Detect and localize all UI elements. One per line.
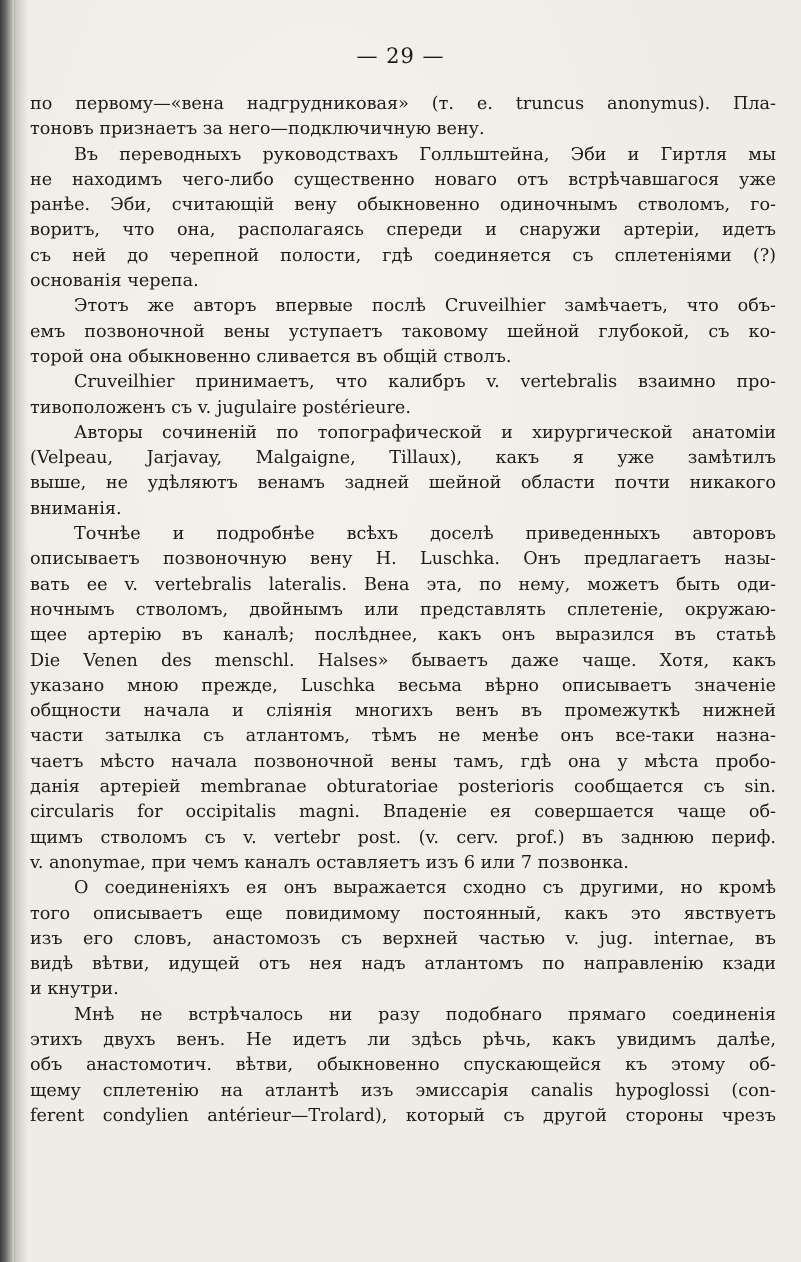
text-line: ранѣе. Эби, считающій вену обыкновенно одиночнымъ стволомъ, го-	[30, 195, 776, 216]
text-line: описываетъ позвоночную вену H. Luschka. Онъ предлагаетъ назы-	[30, 549, 776, 570]
text-line: объ анастомотич. вѣтви, обыкновенно спускающейся къ этому об-	[30, 1055, 776, 1076]
text-line: не находимъ чего-либо существенно новаго отъ встрѣчавшагося уже	[30, 169, 776, 190]
text-line: общности начала и слiянія многихъ венъ въ промежуткѣ нижней	[30, 701, 776, 722]
body-text	[30, 92, 776, 1129]
text-line: данія артеріей membranae obturatoriae posterioris сообщается съ sin.	[30, 777, 776, 798]
text-line: Въ переводныхъ руководствахъ Голльштейна, Эби и Гиртля мы	[74, 144, 776, 165]
text-line: О соединеніяхъ ея онъ выражается сходно съ другими, но кромѣ	[74, 878, 776, 899]
page-number: — 29 —	[356, 44, 445, 68]
text-line: указано мною прежде, Luschka весьма вѣрно описываетъ значеніе	[30, 675, 776, 696]
text-line: чаетъ мѣсто начала позвоночной вены тамъ, гдѣ она у мѣста пробо-	[30, 751, 776, 772]
text-line: этихъ двухъ венъ. Не идетъ ли здѣсь рѣчь, какъ увидимъ далѣе,	[30, 1029, 776, 1050]
text-line: вать ее v. vertebralis lateralis. Вена эта, по нему, можетъ быть оди-	[30, 574, 776, 595]
text-line: circularis for occipitalis magni. Впаденіе ея совершается чаще об-	[30, 802, 776, 823]
text-line: v. anonymae, при чемъ каналъ оставляетъ изъ 6 или 7 позвонка.	[30, 852, 629, 873]
text-line: Cruveilhier принимаетъ, что калибръ v. vertebralis взаимно про-	[74, 372, 776, 393]
text-line: ночнымъ стволомъ, двойнымъ или представлять сплетеніе, окружаю-	[30, 599, 776, 620]
text-line: торой она обыкновенно сливается въ общій стволъ.	[30, 346, 512, 367]
text-line: Точнѣе и подробнѣе всѣхъ доселѣ приведенныхъ авторовъ	[74, 524, 776, 545]
text-line: вниманія.	[30, 498, 122, 519]
text-line: щимъ стволомъ съ v. vertebr post. (v. cerv. prof.) въ заднюю периф.	[30, 827, 776, 848]
text-line: тивоположенъ съ v. jugulaire postérieure.	[30, 397, 411, 418]
text-line: Die Venen des menschl. Halses» бываетъ даже чаще. Хотя, какъ	[30, 650, 776, 671]
text-line: (Velpeau, Jarjavay, Malgaigne, Tillaux), какъ я уже замѣтилъ	[30, 448, 776, 469]
text-line: по первому—«вена надгрудниковая» (т. е. truncus anonymus). Пла-	[30, 94, 776, 114]
text-line: части затылка съ атлантомъ, тѣмъ не менѣе онъ все-таки назна-	[30, 726, 776, 747]
text-line: изъ его словъ, анастомозъ съ верхней частью v. jug. internae, въ	[30, 928, 776, 949]
text-line: щее артерію въ каналѣ; послѣднее, какъ онъ выразился въ статьѣ	[30, 625, 776, 646]
text-line: основанія черепа.	[30, 271, 199, 292]
text-line: видѣ вѣтви, идущей отъ нея надъ атлантомъ по направленію кзади	[30, 954, 776, 975]
text-line: емъ позвоночной вены уступаетъ таковому шейной глубокой, съ ко-	[30, 321, 776, 342]
text-line: и кнутри.	[30, 979, 119, 1000]
text-line: Авторы сочиненій по топографической и хирургической анатоміи	[74, 422, 776, 443]
binding-shadow	[14, 0, 28, 1262]
text-line: выше, не удѣляютъ венамъ задней шейной области почти никакого	[30, 473, 776, 494]
text-line: Мнѣ не встрѣчалось ни разу подобнаго прямаго соединенія	[74, 1004, 776, 1025]
text-line: Этотъ же авторъ впервые послѣ Cruveilhier замѣчаетъ, что объ-	[74, 296, 776, 317]
text-line: съ ней до черепной полости, гдѣ соединяется съ сплетеніями (?)	[30, 245, 776, 266]
text-line: щему сплетенію на атлантѣ изъ эмиссарія canalis hypoglossi (con-	[30, 1080, 776, 1101]
text-line: тоновъ признаетъ за него—подключичную вену.	[30, 119, 485, 140]
text-line: ferent condylien antérieur—Trolard), который съ другой стороны чрезъ	[30, 1105, 776, 1126]
text-line: воритъ, что она, располагаясь спереди и снаружи артеріи, идетъ	[30, 220, 776, 241]
text-line: того описываетъ еще повидимому постоянный, какъ это явствуетъ	[30, 903, 776, 924]
